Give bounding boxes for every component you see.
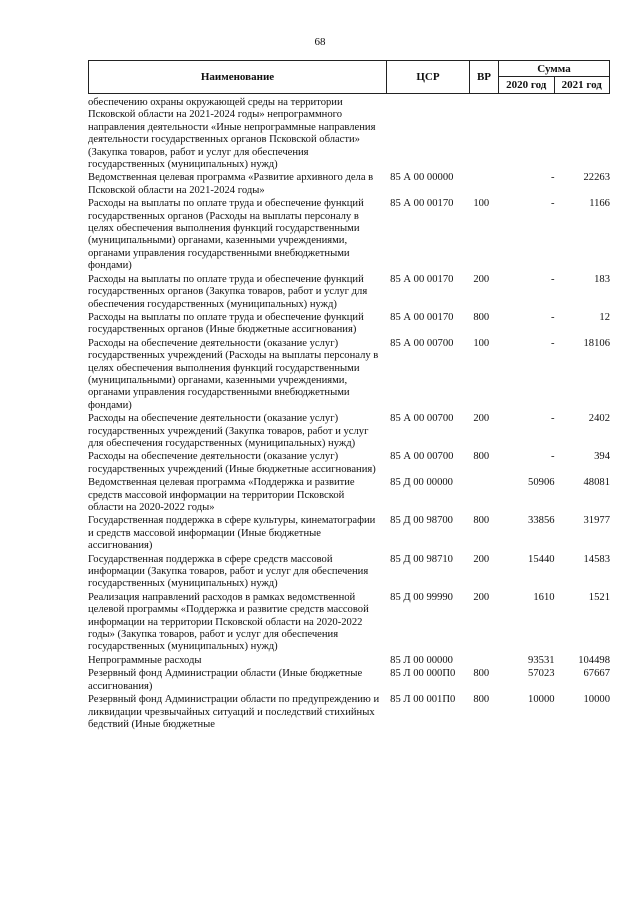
table-row — [88, 554, 610, 591]
header-name: Наименование — [89, 61, 387, 93]
row-name: Расходы на обеспечение деятельности (оказание услуг) государственных учреждений (Закупка товаров, работ и услуг для обеспечения государственных (муниципальных) нужд) — [88, 413, 369, 449]
row-value-2021: 12 — [599, 311, 610, 323]
row-csr: 85 Л 00 001П0 — [390, 694, 456, 706]
row-vr — [473, 172, 499, 197]
row-value-2021: 31977 — [583, 515, 610, 527]
row-vr: 100 — [473, 337, 490, 349]
row-name: Реализация направлений расходов в рамках ведомственной целевой программы «Поддержка и развитие средств массовой информации на территории Псковской области на 2020-2022 годы» (Закупка товаров, работ и услуг для обеспечения государственных (муниципальных) нужд) — [88, 591, 369, 653]
row-name: Ведомственная целевая программа «Развитие архивного дела в Псковской области на 2021-2024 годы» — [88, 172, 374, 196]
row-value-2020: - — [551, 273, 555, 285]
row-name: Расходы на выплаты по оплате труда и обеспечение функций государственных органов (Расходы на выплаты персоналу в целях обеспечения выполнения функций государственными (муниципальными) органами, казенными учреждениями, органами управления государственными внебюджетными фондами) — [88, 198, 364, 272]
row-csr: 85 А 00 00170 — [390, 198, 454, 210]
row-value-2020: 57023 — [528, 668, 555, 680]
row-csr: 85 А 00 00000 — [390, 172, 454, 184]
row-value-2020: - — [551, 172, 555, 184]
row-vr — [473, 95, 499, 171]
row-value-2021: 1166 — [589, 198, 610, 210]
row-name: Расходы на обеспечение деятельности (оказание услуг) государственных учреждений (Иные бюджетные ассигнования) — [88, 451, 376, 475]
page-number: 68 — [314, 36, 326, 48]
header-sum-group — [499, 61, 609, 93]
row-name: Резервный фонд Администрации области (Иные бюджетные ассигнования) — [88, 668, 363, 692]
table-row — [88, 312, 610, 337]
row-csr: 85 А 00 00170 — [390, 311, 454, 323]
table-row — [88, 477, 610, 514]
row-vr: 800 — [473, 694, 490, 706]
table-row — [88, 95, 610, 171]
row-value-2021: 104498 — [578, 654, 610, 666]
table-row — [88, 592, 610, 654]
table-row — [88, 274, 610, 311]
row-csr — [384, 95, 473, 171]
row-name: Резервный фонд Администрации области по предупреждению и ликвидации чрезвычайных ситуаций и последствий стихийных бедствий (Иные бюджетные — [88, 694, 380, 730]
row-csr: 85 Д 00 98700 — [390, 515, 453, 527]
row-value-2020: 50906 — [528, 477, 555, 489]
table-row — [88, 451, 610, 476]
row-name: Расходы на выплаты по оплате труда и обеспечение функций государственных органов (Иные бюджетные ассигнования) — [88, 311, 364, 336]
row-value-2021: 22263 — [583, 172, 610, 184]
row-name: Ведомственная целевая программа «Поддержка и развитие средств массовой информации на территории Псковской области на 2020-2022 годы» — [88, 477, 355, 513]
table-row — [88, 198, 610, 272]
row-csr: 85 А 00 00700 — [390, 337, 454, 349]
row-vr: 200 — [473, 553, 490, 565]
row-value-2021: 18106 — [583, 337, 610, 349]
row-vr: 200 — [473, 591, 490, 603]
row-value-2021: 183 — [594, 273, 610, 285]
row-value-2021: 14583 — [583, 553, 610, 565]
row-value-2020: 1610 — [533, 591, 555, 603]
row-value-2021: 1521 — [588, 591, 610, 603]
row-vr — [473, 655, 499, 667]
header-vr: ВР — [470, 61, 499, 93]
row-vr: 200 — [473, 413, 490, 425]
table-body — [88, 95, 610, 731]
row-csr: 85 А 00 00700 — [390, 413, 454, 425]
row-name: обеспечению охраны окружающей среды на территории Псковской области на 2021-2024 годы» непрограммного направления деятельности «Иные непрограммные направления деятельности государственных органов Псковской области» (Закупка товаров, работ и услуг для обеспечения государственных (муниципальных) нужд) — [88, 97, 376, 171]
table-row — [88, 668, 610, 693]
header-sum: Сумма — [499, 61, 609, 77]
row-value-2021 — [555, 95, 610, 171]
row-value-2020: 33856 — [528, 515, 555, 527]
row-name: Непрограммные расходы — [88, 654, 202, 666]
row-csr: 85 Л 00 000П0 — [390, 668, 456, 680]
table-row — [88, 338, 610, 412]
table-header — [88, 60, 610, 94]
table-row — [88, 515, 610, 552]
row-value-2021: 10000 — [583, 694, 610, 706]
header-year-2020: 2020 год — [499, 77, 555, 93]
row-value-2021: 67667 — [583, 668, 610, 680]
row-name: Государственная поддержка в сфере средств массовой информации (Закупка товаров, работ и услуг для обеспечения государственных (муниципальных) нужд) — [88, 553, 369, 590]
row-csr: 85 Д 00 98710 — [390, 553, 453, 565]
row-value-2020: - — [551, 413, 555, 425]
row-vr: 800 — [473, 668, 490, 680]
row-vr — [473, 477, 499, 514]
row-csr: 85 А 00 00170 — [390, 273, 454, 285]
row-value-2020 — [499, 95, 554, 171]
row-vr: 800 — [473, 515, 490, 527]
row-value-2021: 394 — [594, 451, 610, 463]
row-vr: 800 — [473, 451, 490, 463]
row-name: Расходы на обеспечение деятельности (оказание услуг) государственных учреждений (Расходы на выплаты персоналу в целях обеспечения выполнения функций государственными (муниципальными) органами, казенными учреждениями, органами управления государственными внебюджетными фондами) — [88, 337, 379, 411]
row-value-2020: 15440 — [528, 553, 555, 565]
row-value-2020: - — [551, 311, 555, 323]
table-row — [88, 413, 610, 450]
row-value-2021: 48081 — [583, 477, 610, 489]
header-year-2021: 2021 год — [561, 79, 602, 91]
row-value-2020: - — [551, 198, 555, 210]
row-name: Расходы на выплаты по оплате труда и обеспечение функций государственных органов (Закупка товаров, работ и услуг для обеспечения государственных (муниципальных) нужд) — [88, 273, 368, 310]
row-value-2020: - — [551, 451, 555, 463]
row-value-2020: 10000 — [528, 694, 555, 706]
row-csr: 85 Д 00 00000 — [390, 477, 453, 489]
row-csr: 85 Л 00 00000 — [390, 654, 453, 666]
table-row — [88, 172, 610, 197]
row-vr: 200 — [473, 273, 490, 285]
row-value-2020: - — [551, 337, 555, 349]
row-value-2021: 2402 — [588, 413, 610, 425]
header-csr: ЦСР — [387, 61, 470, 93]
row-vr: 100 — [473, 198, 490, 210]
row-csr: 85 Д 00 99990 — [390, 591, 453, 603]
budget-table — [88, 60, 610, 731]
table-row — [88, 655, 610, 667]
row-value-2020: 93531 — [528, 654, 555, 666]
row-vr: 800 — [473, 311, 490, 323]
row-csr: 85 А 00 00700 — [390, 451, 454, 463]
table-row — [88, 694, 610, 731]
row-name: Государственная поддержка в сфере культуры, кинематографии и средств массовой информации (Иные бюджетные ассигнования) — [88, 515, 376, 552]
